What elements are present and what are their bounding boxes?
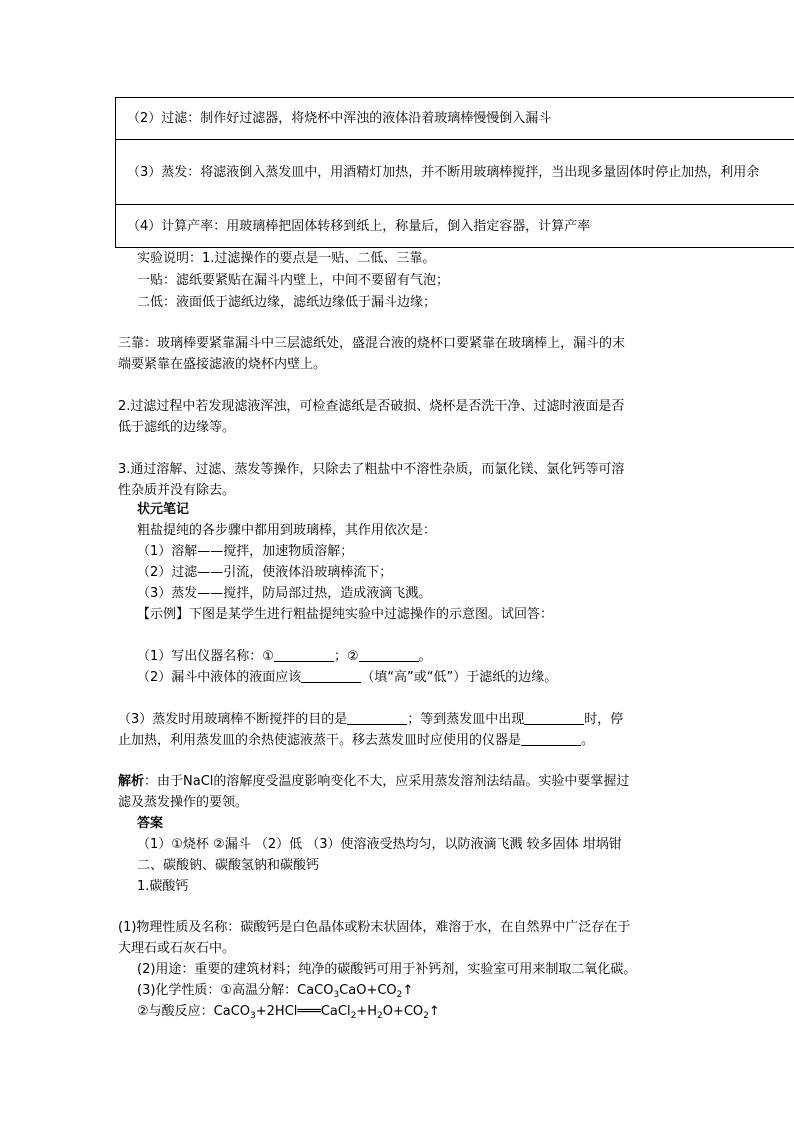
- steps-table: [115, 97, 794, 248]
- chem-text: CaO+CO: [339, 983, 397, 998]
- subscript: 2: [396, 990, 403, 1000]
- subscript: 2: [423, 1011, 429, 1021]
- analysis-text: ：由于NaCl的溶解度受温度影响变化不大，应采用蒸发溶剂法结晶。实验中要掌握过: [144, 774, 630, 789]
- gas-arrow: ↑: [402, 983, 414, 998]
- example-q1-sep: ；②: [333, 649, 359, 664]
- section2-sub1: 1.碳酸钙: [137, 879, 189, 894]
- acid-text: ②与酸反应：CaCO: [137, 1004, 251, 1019]
- notes-point2-2: 低于滤纸的边缘等。: [118, 420, 236, 435]
- example-q3-end: 时，停: [584, 712, 624, 727]
- notes-erdi: 二低：液面低于滤纸边缘，滤纸边缘低于漏斗边缘；: [137, 295, 437, 310]
- section2-heading: 二、碳酸钠、碳酸氢钠和碳酸钙: [137, 858, 320, 873]
- subscript: 3: [333, 990, 340, 1000]
- notes-intro: 实验说明：1.过滤操作的要点是一贴、二低、三靠。: [137, 251, 436, 266]
- champion-notes-item: （3）蒸发——搅拌，防局部过热，造成液滴飞溅。: [137, 586, 432, 601]
- example-q1-text: （1）写出仪器名称：①: [137, 649, 274, 664]
- section2-use: (2)用途：重要的建筑材料；纯净的碳酸钙可用于补钙剂，实验室可用来制取二氧化碳。: [137, 962, 637, 977]
- example-q3-line2-end: 。: [581, 733, 595, 748]
- example-q3-mid: ；等到蒸发皿中出现: [407, 712, 525, 727]
- section2-phys-1: (1)物理性质及名称：碳酸钙是白色晶体或粉末状固体，难溶于水，在自然界中广泛存在于: [118, 920, 631, 935]
- subscript: 2: [377, 1011, 383, 1021]
- acid-text: O+CO: [382, 1004, 424, 1019]
- example-q3-1: [118, 709, 623, 731]
- section2-chem: [137, 980, 413, 1002]
- notes-point3-2: 性杂质并没有除去。: [118, 483, 236, 498]
- step-yield-row: （4）计算产率：用玻璃棒把固体转移到纸上，称量后，倒入指定容器，计算产率: [127, 219, 591, 234]
- champion-notes-item: （1）溶解——搅拌，加速物质溶解；: [137, 544, 354, 559]
- answer-blank: [521, 731, 581, 746]
- acid-text: +2HCl═══CaCl: [255, 1004, 351, 1019]
- gas-arrow: ↑: [428, 1004, 440, 1019]
- answer-blank: [359, 647, 419, 662]
- answer-heading: 答案: [137, 816, 164, 831]
- section2-acid: [137, 1001, 440, 1023]
- notes-point3-1: 3.通过溶解、过滤、蒸发等操作，只除去了粗盐中不溶性杂质，而氯化镁、氯化钙等可溶: [118, 462, 625, 477]
- champion-notes-item: （2）过滤——引流，使液体沿玻璃棒流下；: [137, 565, 393, 580]
- answer-blank: [347, 710, 407, 725]
- example-q2: [137, 667, 557, 689]
- example-q2-text: （2）漏斗中液体的液面应该: [137, 670, 302, 685]
- notes-point2-1: 2.过滤过程中若发现滤液浑浊，可检查滤纸是否破损、烧杯是否洗干净、过滤时液面是否: [118, 399, 625, 414]
- acid-text: +H: [356, 1004, 377, 1019]
- answer-blank: [301, 668, 361, 683]
- answer-text: （1）①烧杯 ②漏斗 （2）低 （3）使溶液受热均匀，以防液滴飞溅 较多固体 坩埚钳: [137, 837, 622, 852]
- example-q1-end: 。: [418, 649, 432, 664]
- example-prompt: 【示例】下图是某学生进行粗盐提纯实验中过滤操作的示意图。试回答：: [137, 607, 554, 622]
- notes-sankao-2: 端要紧靠在盛接滤液的烧杯内壁上。: [118, 357, 327, 372]
- notes-yitie: 一贴：滤纸要紧贴在漏斗内壁上，中间不要留有气泡；: [137, 273, 450, 288]
- analysis-label: 解析: [118, 774, 145, 789]
- notes-sankao-1: 三靠：玻璃棒要紧靠漏斗中三层滤纸处，盛混合液的烧杯口要紧靠在玻璃棒上，漏斗的末: [118, 336, 626, 351]
- analysis-1: [118, 771, 629, 793]
- analysis-2: 滤及蒸发操作的要领。: [118, 795, 249, 810]
- example-q3-text: （3）蒸发时用玻璃棒不断搅拌的目的是: [118, 712, 348, 727]
- step-filter-row: （2）过滤：制作好过滤器，将烧杯中浑浊的液体沿着玻璃棒慢慢倒入漏斗: [116, 98, 794, 140]
- example-q1: [137, 646, 432, 668]
- answer-blank: [524, 710, 584, 725]
- step-evaporate-row: （3）蒸发：将滤液倒入蒸发皿中，用酒精灯加热，并不断用玻璃棒搅拌，当出现多量固体时停止加热，利用余: [116, 140, 794, 205]
- champion-notes-intro: 粗盐提纯的各步骤中都用到玻璃棒，其作用依次是：: [137, 523, 437, 538]
- subscript: 2: [350, 1011, 357, 1021]
- subscript: 3: [250, 1011, 256, 1021]
- answer-blank: [274, 647, 334, 662]
- champion-notes-heading: 状元笔记: [137, 502, 190, 517]
- section2-phys-2: 大理石或石灰石中。: [118, 941, 236, 956]
- example-q3-line2-text: 止加热，利用蒸发皿的余热使滤液蒸干。移去蒸发皿时应使用的仪器是: [118, 733, 522, 748]
- example-q2-end: （填“高”或“低”）于滤纸的边缘。: [361, 670, 558, 685]
- chem-text: (3)化学性质：①高温分解：CaCO: [137, 983, 334, 998]
- example-q3-2: [118, 730, 594, 752]
